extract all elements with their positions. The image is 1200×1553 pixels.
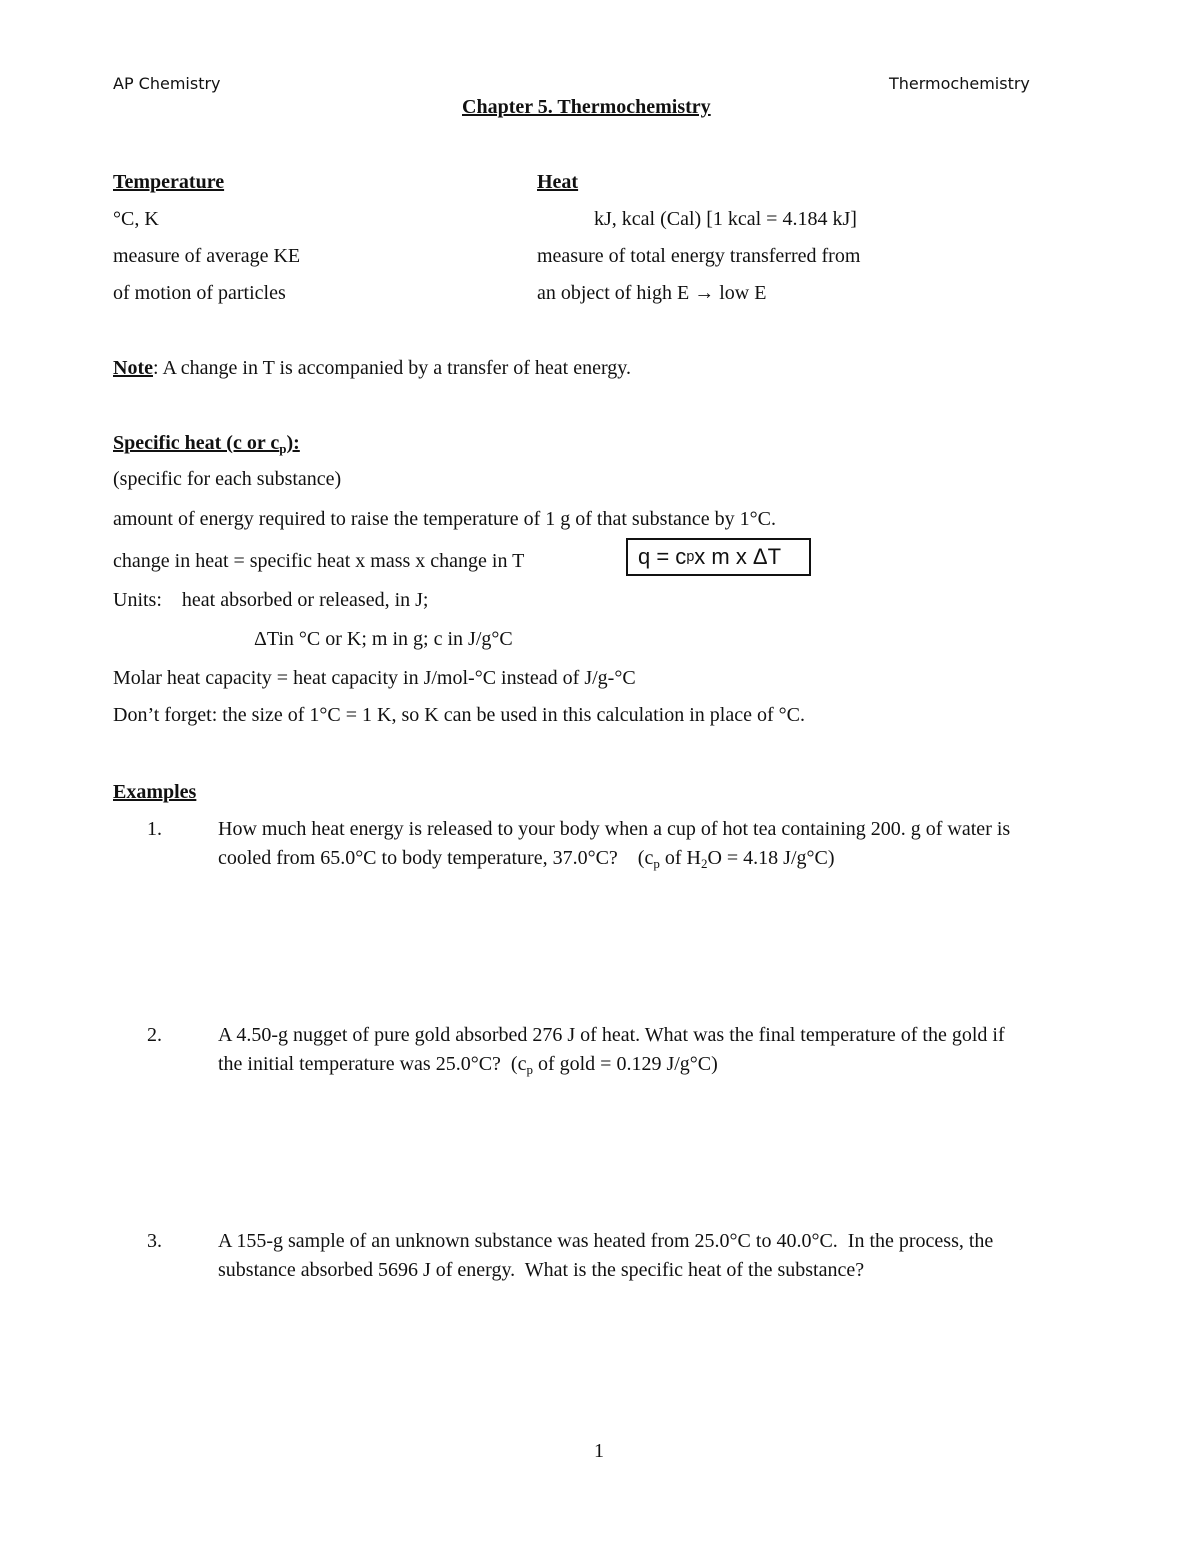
example-question-2 <box>218 1021 1088 1079</box>
heat-desc-2 <box>537 282 766 305</box>
example-3-line-2: substance absorbed 5696 J of energy. What is the specific heat of the substance? <box>218 1259 865 1281</box>
specific-heat-line-1: (specific for each substance) <box>113 468 342 490</box>
heat-units: kJ, kcal (Cal) [1 kcal = 4.184 kJ] <box>594 208 857 230</box>
example-1-sub-2: 2 <box>700 855 708 871</box>
example-1-line-1: How much heat energy is released to your body when a cup of hot tea containing 200. g of water is <box>218 818 1011 840</box>
page-number: 1 <box>594 1440 604 1462</box>
example-2-text-b: of gold = 0.129 J/g°C) <box>532 1053 718 1075</box>
heat-desc-2-end: low E <box>719 282 767 304</box>
note-label: Note <box>113 357 153 379</box>
example-number: 1. <box>147 818 162 840</box>
temperature-desc-1: measure of average KE <box>113 245 301 267</box>
example-3-line-1: A 155-g sample of an unknown substance was heated from 25.0°C to 40.0°C. In the process, the <box>218 1230 994 1252</box>
specific-heat-line-3: change in heat = specific heat x mass x change in T <box>113 550 525 572</box>
formula-start: q = c <box>638 544 687 569</box>
note <box>113 357 631 380</box>
example-1-text-c: O = 4.18 J/g°C) <box>707 847 835 869</box>
example-2-text-a: the initial temperature was 25.0°C? (c <box>218 1053 527 1075</box>
units-line-2: ΔTin °C or K; m in g; c in J/g°C <box>254 628 513 650</box>
specific-heat-heading <box>113 432 300 455</box>
heat-desc-1: measure of total energy transferred from <box>537 245 861 267</box>
example-number: 2. <box>147 1024 162 1046</box>
example-1-text-a: cooled from 65.0°C to body temperature, 37.0°C? (c <box>218 847 654 869</box>
header-course: AP Chemistry <box>113 74 221 93</box>
formula-end: x m x ΔT <box>694 544 782 569</box>
temperature-units: °C, K <box>113 208 159 230</box>
specific-heat-heading-sub: p <box>279 440 287 456</box>
example-2-line-2 <box>218 1050 1088 1079</box>
units-line-1: Units: heat absorbed or released, in J; <box>113 589 429 611</box>
example-1-text-b: of H <box>659 847 701 869</box>
specific-heat-heading-end: ): <box>286 432 300 454</box>
example-number: 3. <box>147 1230 162 1252</box>
heat-desc-2-start: an object of high E <box>537 282 690 304</box>
note-text: : A change in T is accompanied by a transfer of heat energy. <box>152 357 631 379</box>
temperature-heading: Temperature <box>113 171 225 193</box>
examples-heading: Examples <box>113 781 197 803</box>
temperature-desc-2: of motion of particles <box>113 282 286 304</box>
header-topic: Thermochemistry <box>889 74 1030 93</box>
example-1-sub-p: p <box>653 855 660 871</box>
example-2-line-1: A 4.50-g nugget of pure gold absorbed 276 J of heat. What was the final temperature of the gold if <box>218 1024 1005 1046</box>
formula-box: q = c p x m x ΔT <box>626 538 811 576</box>
example-2-sub-p: p <box>526 1061 533 1077</box>
example-1-line-2 <box>218 844 1088 873</box>
specific-heat-line-2: amount of energy required to raise the temperature of 1 g of that substance by 1°C. <box>113 508 776 530</box>
specific-heat-heading-text: Specific heat (c or c <box>113 432 280 454</box>
example-question-1 <box>218 815 1088 873</box>
heat-heading: Heat <box>537 171 579 193</box>
molar-heat-capacity: Molar heat capacity = heat capacity in J/mol-°C instead of J/g-°C <box>113 667 636 689</box>
arrow-right-icon: → <box>694 282 715 304</box>
reminder: Don’t forget: the size of 1°C = 1 K, so K can be used in this calculation in place of °C. <box>113 704 805 726</box>
page-title: Chapter 5. Thermochemistry <box>462 96 711 118</box>
example-question-3 <box>218 1227 1088 1285</box>
